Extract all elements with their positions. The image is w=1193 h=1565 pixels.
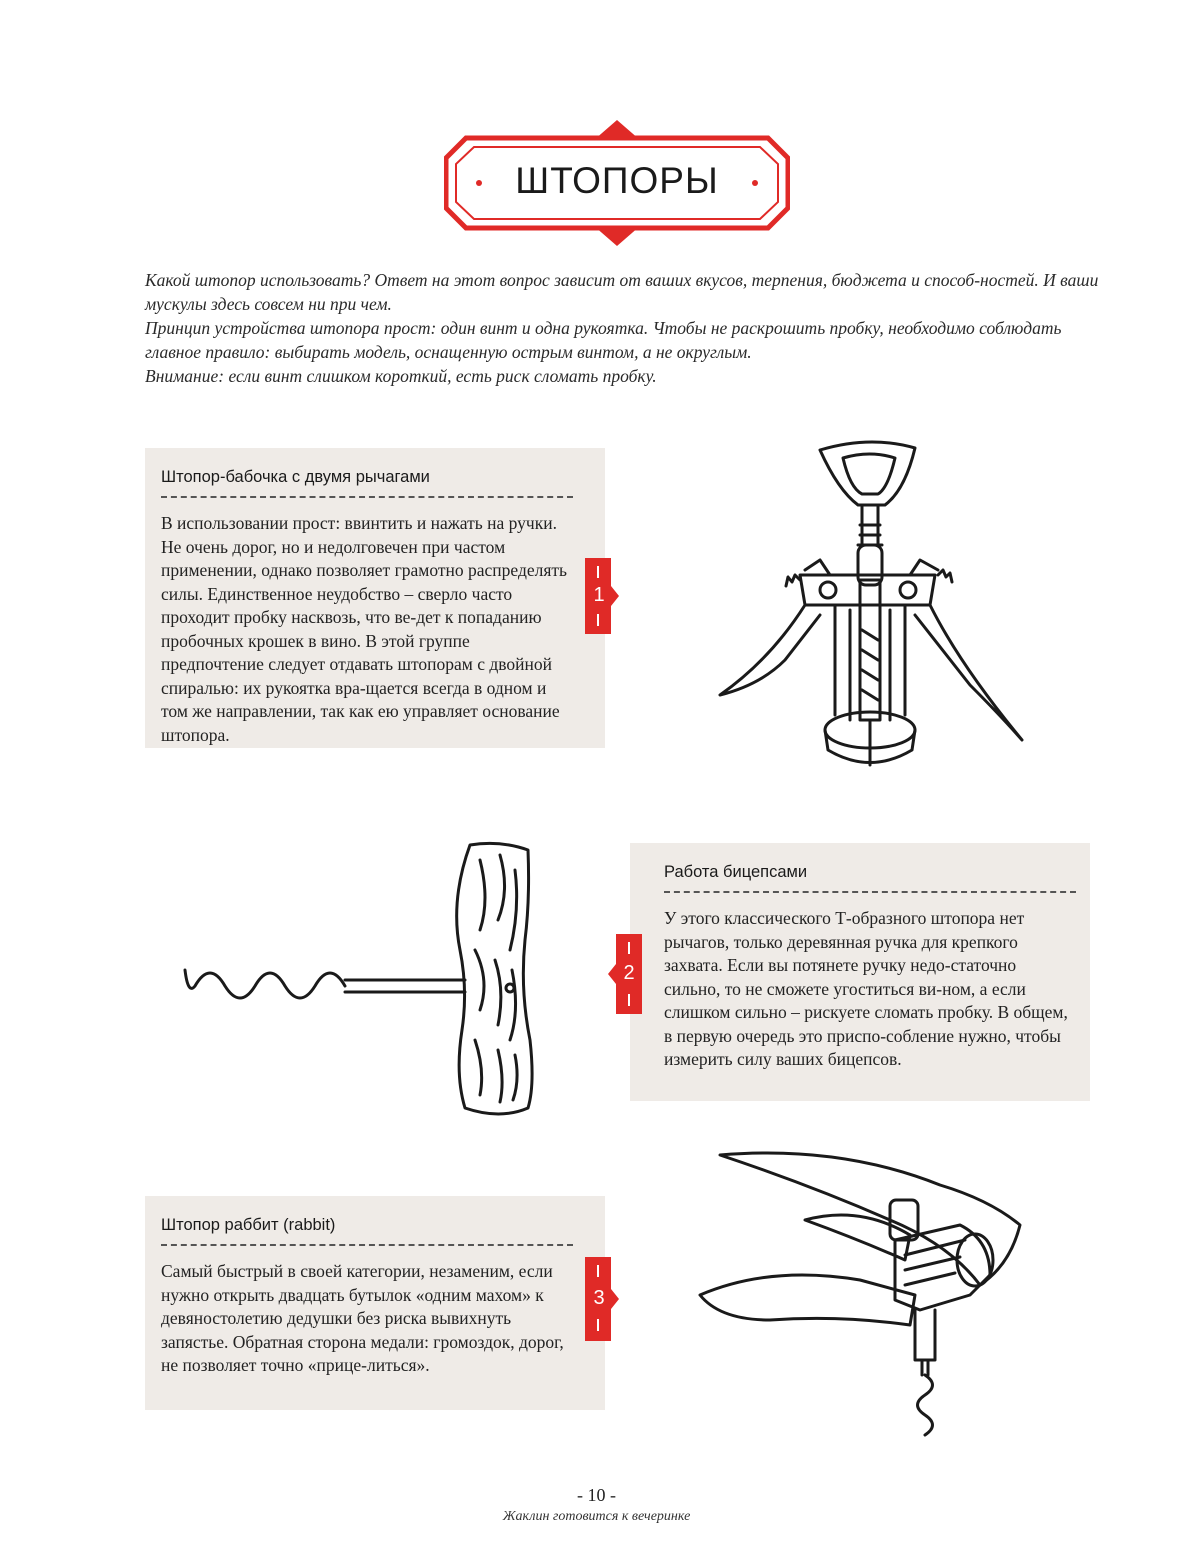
section-heading: Штопор раббит (rabbit) — [161, 1216, 336, 1234]
section-card-2 — [630, 843, 1090, 1101]
section-number: 1 — [593, 584, 605, 606]
title-badge — [444, 118, 790, 248]
page-footer — [0, 1484, 1193, 1528]
dashed-divider — [161, 1244, 573, 1246]
section-card-3 — [145, 1196, 605, 1410]
intro-paragraph: Какой штопор использовать? Ответ на этот вопрос зависит от ваших вкусов, терпения, бюджета и способ-ностей. И ваши мускулы здесь совсем ни при чем. — [145, 270, 1099, 314]
wing-corkscrew-illustration — [700, 430, 1040, 780]
page-number: - 10 - — [577, 1485, 616, 1505]
intro-paragraph: Принцип устройства штопора прост: один винт и одна рукоятка. Чтобы не раскрошить пробку, необходимо соблюдать главное правило: выбирать модель, оснащенную острым винтом, а не округлым. — [145, 318, 1062, 362]
section-heading: Штопор-бабочка с двумя рычагами — [161, 468, 430, 486]
section-number-tag-3 — [585, 1257, 619, 1333]
section-number-tag-2 — [608, 934, 642, 1010]
section-body: В использовании прост: ввинтить и нажать на ручки. Не очень дорог, но и недолговечен при частом применении, однако позволяет грамотно распределять силы. Единственное неудобство – сверло часто проходит пробку насквозь, что ве-дет к попаданию пробочных крошек в вино. В этой группе предпочтение следует отдавать штопорам с двойной спиралью: их рукоятка вра-щается всегда в одном и том же направлении, так как ею управляет основание штопора. — [161, 513, 568, 745]
section-number: 2 — [623, 962, 635, 984]
section-number: 3 — [593, 1287, 605, 1309]
intro-paragraph: Внимание: если винт слишком короткий, есть риск сломать пробку. — [145, 366, 657, 386]
section-heading: Работа бицепсами — [664, 863, 808, 881]
section-body: Самый быстрый в своей категории, незаменим, если нужно открыть двадцать бутылок «одним махом» к девяностолетию дедушки без риска вывихнуть запястье. Обратная сторона медали: громоздок, дорог, не позволяет точно «прице-литься». — [161, 1261, 564, 1375]
dashed-divider — [664, 891, 1076, 893]
rabbit-corkscrew-illustration — [690, 1145, 1040, 1445]
section-body: У этого классического Т-образного штопора нет рычагов, только деревянная ручка для крепкого захвата. Если вы потянете ручку недо-статочно сильно, то не сможете угоститься ви-ном, а если слишком сильно – рискуете сломать пробку. В общем, в первую очередь это приспо-собление нужно, чтобы измерить силу ваших бицепсов. — [664, 908, 1068, 1069]
page-title: ШТОПОРЫ — [515, 160, 719, 201]
t-corkscrew-illustration — [180, 840, 550, 1120]
section-number-tag-1 — [585, 558, 619, 634]
book-title: Жаклин готовится к вечеринке — [502, 1509, 691, 1524]
intro-text — [145, 268, 1105, 388]
dashed-divider — [161, 496, 573, 498]
section-card-1 — [145, 448, 605, 748]
